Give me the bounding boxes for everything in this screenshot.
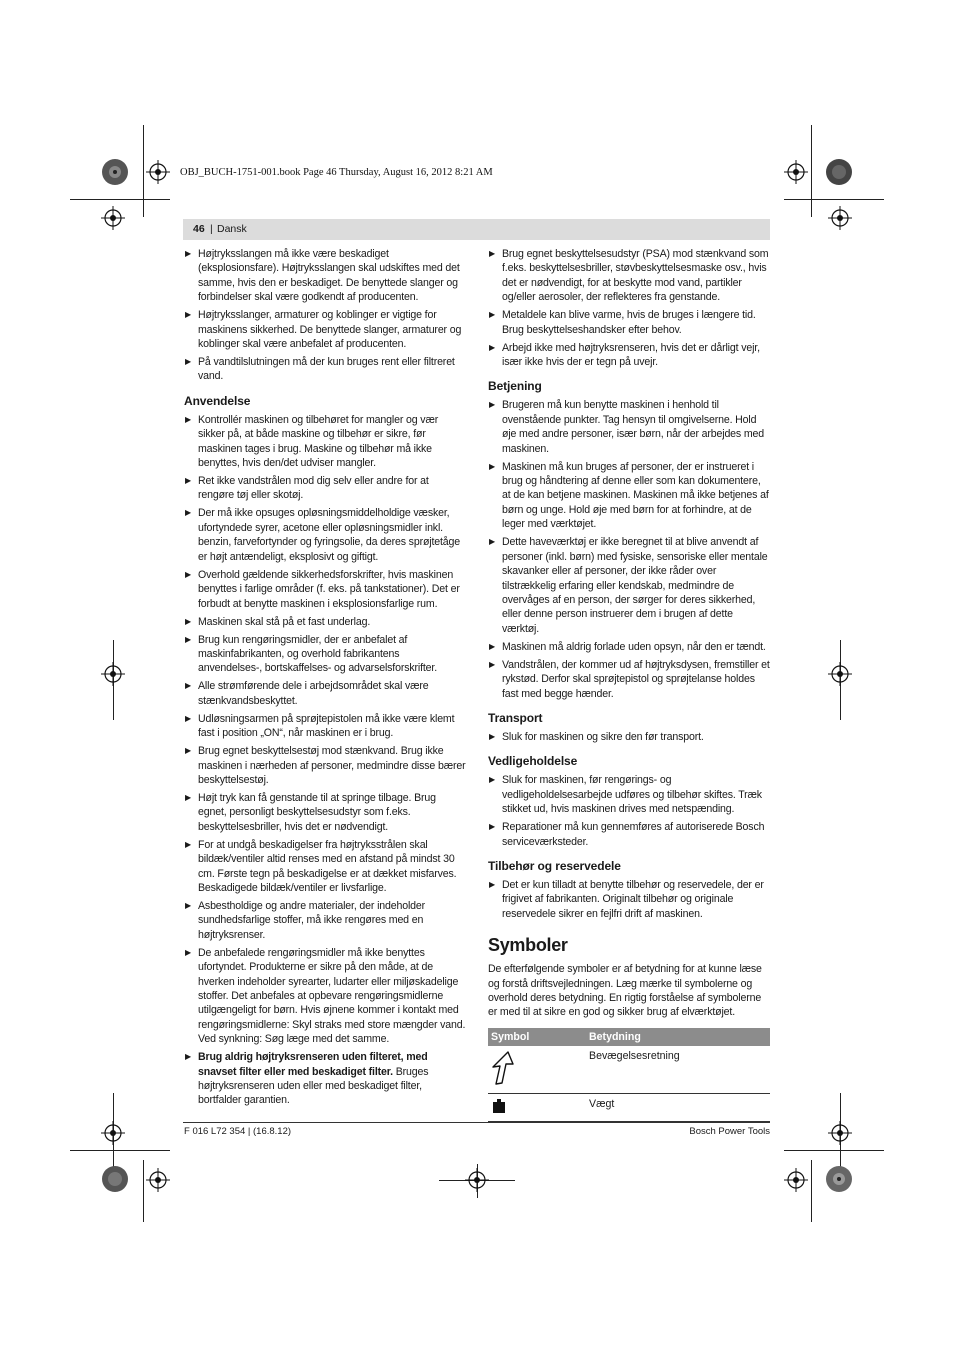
left-column (184, 247, 466, 1111)
list-item (184, 474, 466, 503)
list-item (184, 744, 466, 787)
list-item (488, 341, 770, 370)
list-item-text: Højtryksslangen må ikke være beskadiget (eksplosionsfare). Højtryksslangen skal udskiftes med det samme, hvis den er beskadiget. De benyttede slanger og forbindelser skal være godkendt af producenten. (198, 248, 460, 304)
tilbehor-list (488, 878, 770, 921)
header-separator: | (210, 223, 213, 235)
bullet-triangle-icon: ▶ (489, 731, 496, 741)
list-item (488, 640, 770, 654)
intro-list (488, 247, 770, 369)
list-item (488, 398, 770, 456)
bullet-triangle-icon: ▶ (185, 1052, 192, 1062)
registration-target-icon (101, 206, 125, 230)
list-item-text: Maskinen må kun bruges af personer, der er instrueret i brug og håndtering af denne eller som kan dokumentere, at de kan betjene maskinen. Maskinen må ikke betjenes af børn og unge. Hold øje med børn for at forhindre, at de leger med værktøjet. (502, 460, 769, 531)
table-row (488, 1093, 770, 1121)
list-item-text: På vandtilslutningen må der kun bruges rent eller filtreret vand. (198, 356, 455, 383)
list-item (184, 308, 466, 351)
list-item (184, 568, 466, 611)
book-info-line: OBJ_BUCH-1751-001.book Page 46 Thursday, August 16, 2012 8:21 AM (180, 167, 493, 178)
bullet-triangle-icon: ▶ (489, 659, 496, 669)
list-item-text: Brug egnet beskyttelsesudstyr (PSA) mod stænkvand som f.eks. beskyttelsesbriller, støvbeskyttelsesmaske osv., hvis det er nødvendigt, for at beskytte mod vand, partikler og/eller aerosoler, der reflekteres fra genstande. (502, 248, 769, 304)
bullet-triangle-icon: ▶ (185, 792, 192, 802)
bullet-triangle-icon: ▶ (185, 681, 192, 691)
intro-list (184, 247, 466, 384)
footer-document-number: F 016 L72 354 | (16.8.12) (184, 1126, 292, 1137)
bullet-triangle-icon: ▶ (489, 400, 496, 410)
list-item-text: Højt tryk kan få genstande til at springe tilbage. Brug egnet, personligt beskyttelsesudstyr som f.eks. beskyttelsesbriller, hvis det er nødvendigt. (198, 791, 436, 833)
list-item-text: Dette haveværktøj er ikke beregnet til at blive anvendt af personer (inkl. børn) med fysiske, sensoriske eller mentale skavanker eller af personer, der ikke råder over tilstrækkelig erfaring eller kendskab, medmindre de overvåges af en person, der sørger for deres sikkerhed, eller denne person instruerer dem i brugen af dette værktøj. (502, 536, 768, 635)
bullet-triangle-icon: ▶ (489, 249, 496, 258)
list-item (488, 460, 770, 532)
registration-rosette-icon (101, 1165, 129, 1193)
list-item-text: Metaldele kan blive varme, hvis de bruges i længere tid. Brug beskyttelseshandsker efter behov. (502, 309, 756, 336)
bullet-triangle-icon: ▶ (489, 641, 496, 651)
bullet-triangle-icon: ▶ (185, 508, 192, 518)
list-item (488, 730, 770, 744)
list-item (184, 355, 466, 384)
list-item-text: Maskinen må aldrig forlade uden opsyn, når den er tændt. (502, 640, 766, 653)
list-item-text: De anbefalede rengøringsmidler må ikke benyttes ufortyndet. Produkterne er sikre på den måde, at de hverken indeholder syrearter, ludarter eller miljøskadelige stoffer. Det anbefales at opbevare rengøringsmidlerne utilgængeligt for børn. Hvis øjnene kommer i kontakt med rengøringsmidlerne: Skyl straks med store mængder vand. Ved synkning: Søg læge med det samme. (198, 946, 466, 1046)
list-item (488, 535, 770, 636)
bullet-triangle-icon: ▶ (185, 634, 192, 644)
list-item-text: Det er kun tilladt at benytte tilbehør og reservedele, der er frigivet af fabrikanten. Originalt tilbehør og originale reservedele sikrer en fejlfri drift af maskinen. (502, 878, 764, 920)
list-item-text: Vandstrålen, der kommer ud af højtryksdysen, fremstiller et rykstød. Derfor skal sprøjtepistol og sprøjtelanse holdes fast med begge hænder. (502, 658, 770, 700)
bullet-triangle-icon: ▶ (185, 476, 192, 486)
bullet-triangle-icon: ▶ (185, 746, 192, 756)
symbol-table (488, 1028, 770, 1122)
bullet-triangle-icon: ▶ (489, 461, 496, 471)
bullet-triangle-icon: ▶ (185, 839, 192, 849)
registration-target-icon (465, 1168, 489, 1192)
registration-target-icon (101, 1121, 125, 1145)
list-item-text: Bruges højtryksrenseren uden eller med beskadiget filter, bortfalder garantien. (198, 1065, 429, 1107)
footer-brand: Bosch Power Tools (689, 1126, 770, 1137)
list-item (488, 773, 770, 816)
betjening-list (488, 398, 770, 701)
list-item (184, 633, 466, 676)
list-item-text: Arbejd ikke med højtryksrenseren, hvis det er dårligt vejr, især ikke hvis der er tegn på uvejr. (502, 341, 760, 369)
vedligeholdelse-list (488, 773, 770, 849)
direction-arrow-icon (491, 1050, 517, 1086)
list-item-text: Der må ikke opsuges opløsningsmiddelholdige væsker, ufortyndede syrer, acetone eller opløsningsmidler inkl. benzin, farvefortynder og fyringsolie, da deres sprøjtetåge er højt antændeligt, eksplosivt og giftigt. (198, 507, 461, 563)
table-header-row (488, 1028, 770, 1046)
bullet-triangle-icon: ▶ (489, 537, 496, 547)
registration-target-icon (784, 160, 808, 184)
section-title-tilbehor: Tilbehør og reservedele (488, 858, 621, 873)
list-item-text: Overhold gældende sikkerhedsforskrifter, hvis maskinen benyttes i farlige områder (f. eks. på tankstationer). Det er forbudt at benytte maskinen i eksplosionsfarlige rum. (198, 568, 460, 610)
bullet-triangle-icon: ▶ (185, 616, 192, 626)
section-title-transport: Transport (488, 710, 543, 725)
list-item (488, 820, 770, 849)
list-item (184, 838, 466, 896)
list-item-text: Alle strømførende dele i arbejdsområdet skal være stænkvandsbeskyttet. (198, 680, 429, 707)
bullet-triangle-icon: ▶ (185, 900, 192, 910)
list-item (184, 712, 466, 741)
registration-target-icon (146, 160, 170, 184)
registration-rosette-icon (825, 158, 853, 186)
list-item-text: Sluk for maskinen og sikre den før transport. (502, 730, 704, 743)
bullet-triangle-icon: ▶ (185, 569, 192, 579)
table-cell-meaning: Bevægelsesretning (586, 1046, 770, 1094)
bullet-triangle-icon: ▶ (489, 775, 496, 785)
table-cell-symbol (488, 1093, 586, 1121)
transport-list (488, 730, 770, 744)
section-title-vedligeholdelse: Vedligeholdelse (488, 754, 578, 769)
registration-target-icon (101, 662, 125, 686)
list-item (184, 247, 466, 305)
list-item-text: Ret ikke vandstrålen mod dig selv eller andre for at rengøre tøj eller skotøj. (198, 475, 429, 502)
bullet-triangle-icon: ▶ (185, 713, 192, 723)
list-item (488, 878, 770, 921)
list-item (488, 247, 770, 305)
list-item (184, 899, 466, 942)
list-item-text: Kontrollér maskinen og tilbehøret for mangler og vær sikker på, at både maskine og tilbehør er sikre, før maskinen tages i brug. Maskine og tilbehør må ikke benyttes, hvis den/det udviser mangler. (198, 413, 439, 470)
bullet-triangle-icon: ▶ (185, 249, 192, 258)
list-item (184, 946, 466, 1047)
bullet-triangle-icon: ▶ (185, 414, 192, 424)
registration-target-icon (784, 1168, 808, 1192)
list-item (488, 308, 770, 337)
section-title-symboler: Symboler (488, 935, 568, 956)
list-item (184, 413, 466, 471)
table-cell-symbol (488, 1046, 586, 1094)
list-item-text: Udløsningsarmen på sprøjtepistolen må ikke være klemt fast i position „ON“, når maskinen er i brug. (198, 712, 455, 740)
table-header-meaning: Betydning (586, 1028, 770, 1046)
registration-target-icon (828, 206, 852, 230)
bullet-triangle-icon: ▶ (185, 947, 192, 957)
weight-icon (491, 1098, 507, 1114)
registration-rosette-icon (825, 1165, 853, 1193)
registration-target-icon (828, 1121, 852, 1145)
list-item-text: Brug kun rengøringsmidler, der er anbefalet af maskinfabrikanten, og overhold fabrikantens anvendelses-, bortskaffelses- og advarselsforskrifter. (198, 633, 438, 675)
page-number: 46 (193, 223, 205, 235)
section-title-anvendelse: Anvendelse (184, 393, 251, 408)
list-item-text: Brugeren må kun benytte maskinen i henhold til ovenstående punkter. Tag hensyn til omgivelserne. Hold øje med andre personer, især børn, når der arbejdes med maskinen. (502, 399, 765, 455)
page-header (183, 219, 770, 240)
bullet-triangle-icon: ▶ (185, 357, 192, 367)
list-item-text: Reparationer må kun gennemføres af autoriserede Bosch serviceværksteder. (502, 821, 765, 848)
footer-rule (183, 1122, 770, 1123)
section-title-betjening: Betjening (488, 379, 542, 394)
registration-target-icon (146, 1168, 170, 1192)
registration-target-icon (828, 662, 852, 686)
bullet-triangle-icon: ▶ (489, 879, 496, 889)
list-item-text: Sluk for maskinen, før rengørings- og vedligeholdelsesarbejde udføres og tilbehør skiftes. Træk stikket ud, hvis maskinen drives med netspænding. (502, 774, 762, 816)
bullet-triangle-icon: ▶ (489, 310, 496, 320)
header-language: Dansk (217, 223, 247, 235)
anvendelse-list (184, 413, 466, 1047)
list-item-bold: Brug aldrig højtryksrenseren uden filteret, med snavset filter eller med beskadiget filter. (198, 1051, 428, 1078)
bullet-triangle-icon: ▶ (489, 822, 496, 832)
bullet-triangle-icon: ▶ (185, 310, 192, 320)
list-item (184, 679, 466, 708)
list-item (184, 1050, 466, 1108)
list-item (184, 791, 466, 834)
list-item-text: Asbestholdige og andre materialer, der indeholder sundhedsfarlige stoffer, må ikke rengøres med en højtryksrenser. (198, 899, 426, 941)
list-item-text: Højtryksslanger, armaturer og koblinger er vigtige for maskinens sikkerhed. De benyttede slanger, armaturer og koblinger skal være anbefalet af producenten. (198, 309, 462, 351)
symboler-intro: De efterfølgende symboler er af betydning for at kunne læse og forstå driftsvejledningen. Læg mærke til symbolerne og overhold deres betydning. En rigtig forståelse af symbolerne er med til at sikre en god og sikker brug af elværktøjet. (488, 963, 762, 1019)
right-column (488, 247, 770, 1122)
list-item-text: Maskinen skal stå på et fast underlag. (198, 615, 371, 628)
bullet-triangle-icon: ▶ (489, 342, 496, 352)
table-header-symbol: Symbol (488, 1028, 586, 1046)
table-row (488, 1046, 770, 1094)
table-cell-meaning: Vægt (586, 1093, 770, 1121)
list-item (488, 658, 770, 701)
list-item (184, 506, 466, 564)
list-item-text: Brug egnet beskyttelsestøj mod stænkvand. Brug ikke maskinen i nærheden af personer, medmindre disse bærer beskyttelsestøj. (198, 745, 466, 786)
list-item-text: For at undgå beskadigelser fra højtryksstrålen skal bildæk/ventiler altid renses med en afstand på mindst 30 cm. Første tegn på beskadigelse er at dækket misfarves. Beskadigede bildæk/ventiler er livsfarlige. (198, 838, 457, 894)
registration-rosette-icon (101, 158, 129, 186)
list-item (184, 615, 466, 629)
